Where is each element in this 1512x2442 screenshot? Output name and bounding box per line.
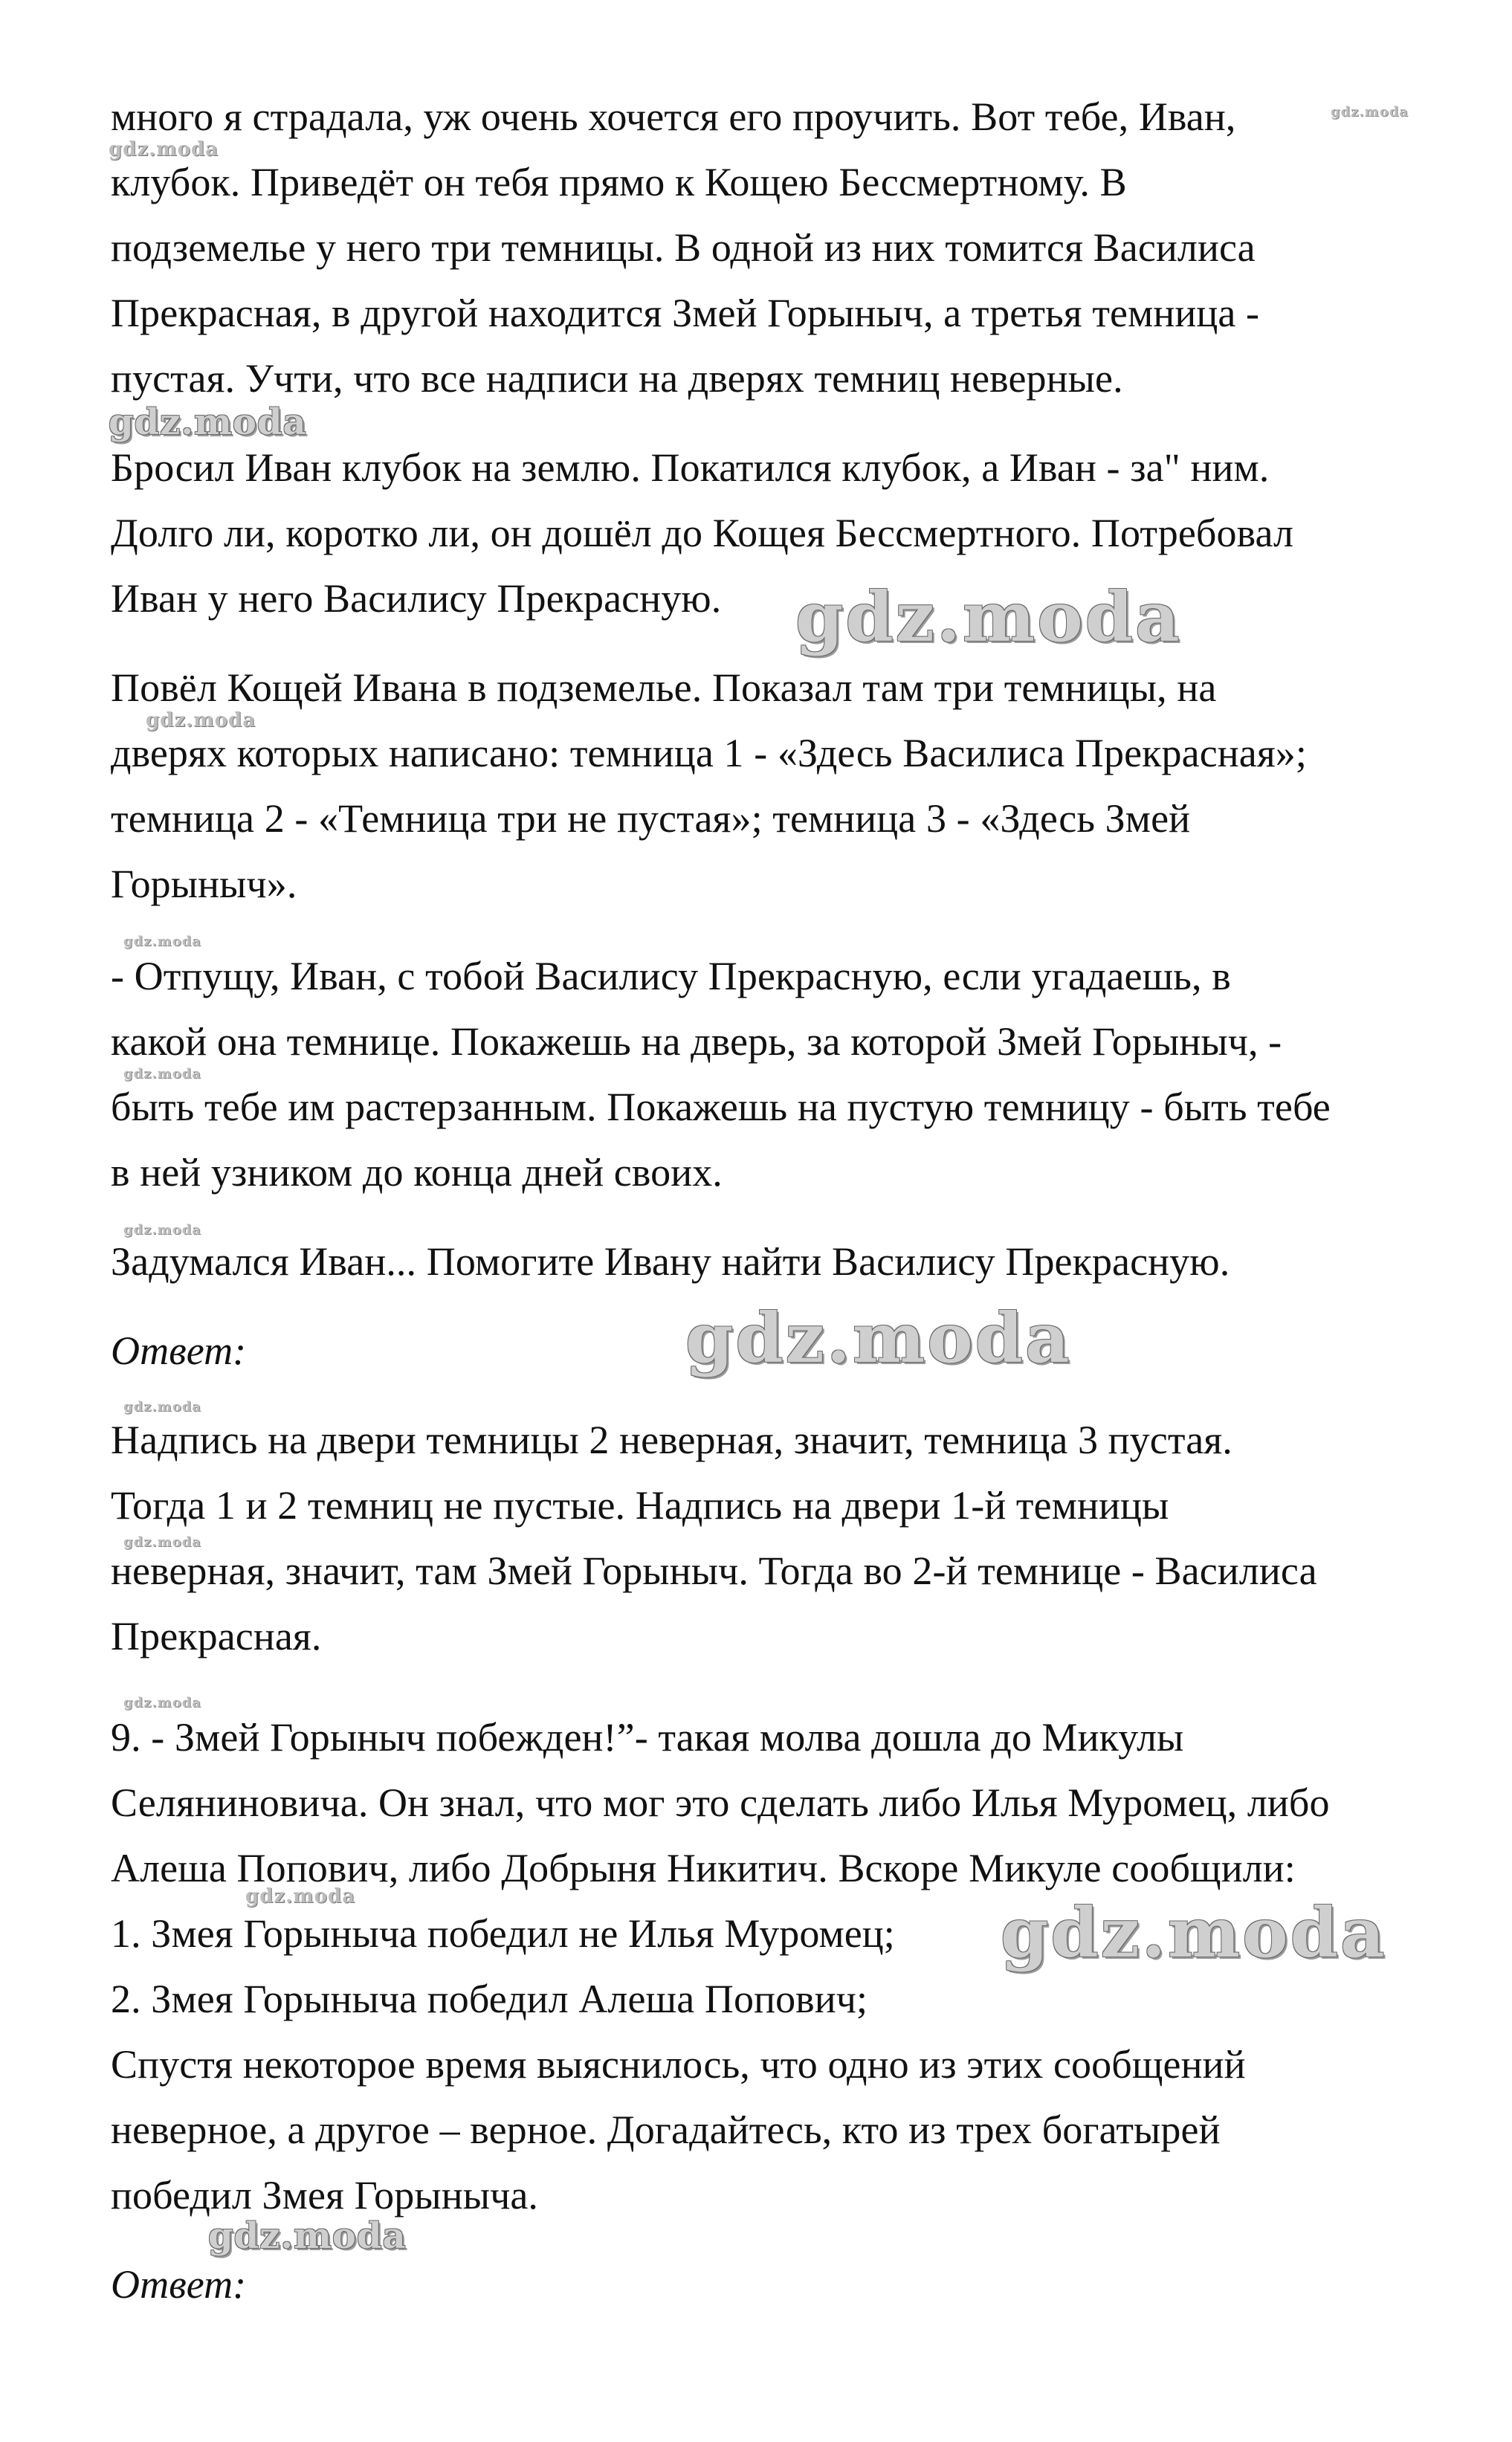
text-line: какой она темнице. Покажешь на дверь, за которой Змей Горыныч, -	[111, 1019, 1282, 1064]
text-line: подземелье у него три темницы. В одной из них томится Василиса	[111, 225, 1256, 270]
text-line: неверная, значит, там Змей Горыныч. Тогда во 2-й темнице - Василиса	[111, 1548, 1317, 1593]
watermark: gdz.moda	[208, 2215, 407, 2257]
text-line: 2. Змея Горыныча победил Алеша Попович;	[111, 1977, 868, 2021]
text-line: неверное, а другое – верное. Догадайтесь, кто из трех богатырей	[111, 2107, 1221, 2152]
text-line: Спустя некоторое время выяснилось, что одно из этих сообщений	[111, 2042, 1246, 2087]
text-line: Тогда 1 и 2 темниц не пустые. Надпись на двери 1-й темницы	[111, 1483, 1169, 1528]
watermark: gdz.moda	[146, 709, 256, 731]
text-line: Прекрасная.	[111, 1614, 322, 1658]
text-line: дверях которых написано: темница 1 - «Здесь Василиса Прекрасная»;	[111, 731, 1307, 775]
watermark: gdz.moda	[123, 1066, 201, 1082]
text-line: клубок. Приведёт он тебя прямо к Кощею Бессмертному. В	[111, 160, 1127, 204]
watermark: gdz.moda	[123, 1534, 201, 1550]
text-line: Бросил Иван клубок на землю. Покатился клубок, а Иван - за" ним.	[111, 445, 1270, 490]
watermark: gdz.moda	[123, 934, 201, 949]
watermark: gdz.moda	[1331, 104, 1409, 120]
answer-label: Ответ:	[111, 2262, 247, 2307]
watermark: gdz.moda	[685, 1298, 1072, 1378]
text-line: Задумался Иван... Помогите Ивану найти Василису Прекрасную.	[111, 1239, 1230, 1284]
text-line: Прекрасная, в другой находится Змей Горыныч, а третья темница -	[111, 291, 1260, 335]
watermark: gdz.moda	[123, 1222, 201, 1238]
text-line: много я страдала, уж очень хочется его проучить. Вот тебе, Иван,	[111, 94, 1236, 139]
text-line: Алеша Попович, либо Добрыня Никитич. Вскоре Микуле сообщили:	[111, 1846, 1296, 1890]
watermark: gdz.moda	[1001, 1893, 1387, 1973]
text-line: в ней узником до конца дней своих.	[111, 1150, 723, 1195]
text-line: Надпись на двери темницы 2 неверная, значит, темница 3 пустая.	[111, 1418, 1232, 1462]
text-line: победил Змея Горыныча.	[111, 2173, 539, 2217]
text-line: Иван у него Василису Прекрасную.	[111, 576, 722, 621]
text-line: темница 2 - «Темница три не пустая»; темница 3 - «Здесь Змей	[111, 796, 1191, 841]
text-line: Долго ли, коротко ли, он дошёл до Кощея Бессмертного. Потребовал	[111, 511, 1294, 555]
watermark: gdz.moda	[109, 138, 219, 161]
text-line: 1. Змея Горыныча победил не Илья Муромец;	[111, 1911, 895, 1956]
text-line: Горыныч».	[111, 862, 297, 906]
text-line: пустая. Учти, что все надписи на дверях темниц неверные.	[111, 356, 1123, 401]
watermark: gdz.moda	[109, 401, 307, 443]
text-line: Селяниновича. Он знал, что мог это сделать либо Илья Муромец, либо	[111, 1780, 1330, 1825]
text-line: быть тебе им растерзанным. Покажешь на пустую темницу - быть тебе	[111, 1085, 1331, 1129]
text-line: 9. - Змей Горыныч побежден!”- такая молва дошла до Микулы	[111, 1715, 1184, 1760]
watermark: gdz.moda	[123, 1695, 201, 1711]
watermark: gdz.moda	[123, 1399, 201, 1415]
watermark: gdz.moda	[245, 1885, 356, 1908]
text-line: Повёл Кощей Ивана в подземелье. Показал там три темницы, на	[111, 665, 1217, 710]
text-line: - Отпущу, Иван, с тобой Василису Прекрасную, если угадаешь, в	[111, 954, 1231, 998]
watermark: gdz.moda	[795, 577, 1182, 657]
answer-label: Ответ:	[111, 1328, 247, 1373]
